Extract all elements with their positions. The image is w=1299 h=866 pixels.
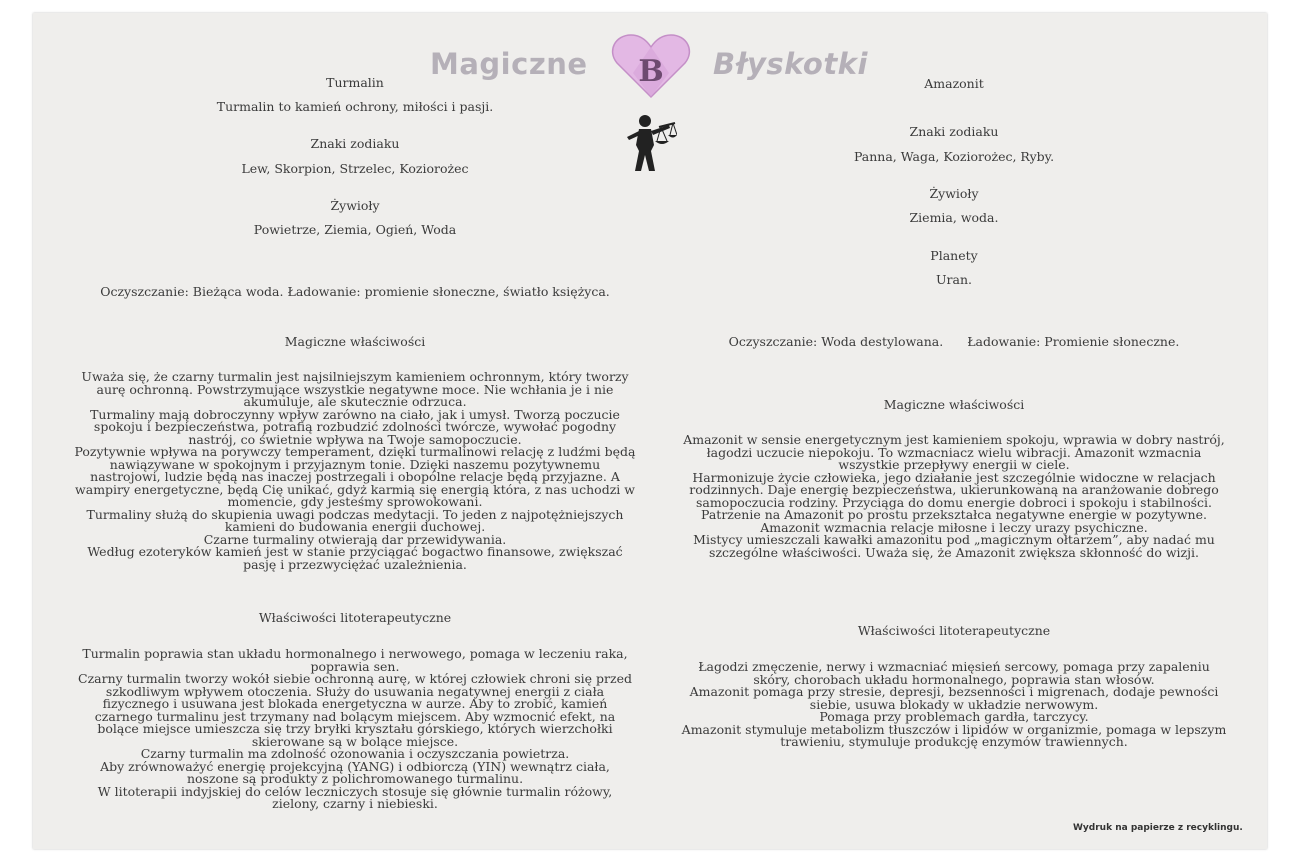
text-line: poprawia sen.	[310, 658, 400, 674]
text-line: łagodzi uczucie niepokoju. To wzmacniacz wielu wibracji. Amazonit wzmacnia	[706, 444, 1202, 460]
text-line: Amazonit stymuluje metabolizm tłuszczów i lipidów w organizmie, pomaga w lepszym	[681, 721, 1227, 737]
text-line: samopoczucia rodziny. Przyciąga do domu energie dobroci i spokoju i stabilności.	[695, 494, 1213, 510]
zodiac-title: Znaki zodiaku	[310, 136, 400, 151]
text-line: Turmaliny mają dobroczynny wpływ zarówno na ciało, jak i umysł. Tworzą poczucie	[90, 406, 620, 422]
text-line: rodzinnych. Daje energię bezpieczeństwa, ukierunkowaną na aranżowanie dobrego	[689, 482, 1219, 497]
text-line: fizycznego i usuwana jest blokada energetyczna w aurze. Aby to zrobić, kamień	[102, 696, 608, 711]
text-line: Mistycy umieszczali kawałki amazonitu pod „magicznym ołtarzem”, aby nadać mu	[693, 532, 1215, 547]
brand-name-left: Magiczne	[430, 47, 588, 81]
text-line: nastrój, co świetnie wpływa na Twoje samopoczucie.	[188, 431, 522, 447]
text-line: szczególne właściwości. Uważa się, że Amazonit zwiększa skłonność do wizji.	[709, 544, 1199, 560]
text-line: wampiry energetyczne, będą Cię unikać, gdyż karmią się energią która, z nas uchodzi w	[75, 481, 635, 497]
planets-title: Planety	[930, 248, 978, 263]
planets: Uran.	[936, 272, 972, 287]
charging-text: Ładowanie: Promienie słoneczne.	[967, 334, 1180, 349]
text-line: Patrzenie na Amazonit po prostu przekształca negatywne energie w pozytywne.	[701, 507, 1207, 522]
litho-title: Właściwości litoterapeutyczne	[258, 610, 452, 625]
magic-title: Magiczne właściwości	[284, 334, 426, 349]
text-line: nawiązywane w spokojnym i przyjaznym tonie. Dzięki naszemu pozytywnemu	[109, 456, 601, 472]
text-line: Amazonit pomaga przy stresie, depresji, bezsenności i migrenach, dodaje pewności	[689, 684, 1219, 699]
magic-properties	[53, 371, 657, 571]
brand-name-right: Błyskotki	[713, 47, 868, 81]
text-line: zielony, czarny i niebieski.	[272, 796, 438, 811]
stone-name: Turmalin	[326, 75, 384, 90]
cleaning-charging: Oczyszczanie: Bieżąca woda. Ładowanie: promienie słoneczne, światło księżyca.	[100, 284, 610, 299]
text-line: Czarny turmalin ma zdolność ozonowania i oczyszczania powietrza.	[140, 746, 570, 761]
text-line: Amazonit w sensie energetycznym jest kamieniem spokoju, wprawia w dobry nastrój,	[683, 432, 1225, 447]
text-line: szkodliwym wpływem otoczenia. Służy do usuwania negatywnej energii z ciała	[105, 683, 605, 699]
elements-title: Żywioły	[929, 186, 979, 201]
text-line: czarnego turmalinu jest trzymany nad bolącym miejscem. Aby wzmocnić efekt, na	[94, 708, 616, 724]
text-line: pasję i przezwyciężać uzależnienia.	[243, 556, 467, 572]
text-line: skóry, chorobach układu hormonalnego, poprawia stan włosów.	[753, 671, 1155, 687]
text-line: bolące miejsce umieszcza się trzy bryłki kryształu górskiego, których wierzchołki	[97, 721, 613, 736]
text-line: Harmonizuje życie człowieka, jego działanie jest szczególnie widoczne w relacjach	[692, 469, 1216, 485]
litho-title: Właściwości litoterapeutyczne	[857, 623, 1051, 638]
text-line: Turmalin poprawia stan układu hormonalnego i nerwowego, pomaga w leczeniu raka,	[82, 646, 628, 661]
magic-properties	[659, 434, 1249, 559]
text-line: Czarny turmalin tworzy wokół siebie ochronną aurę, w której człowiek chroni się przed	[78, 671, 632, 686]
text-line: spokoju i bezpieczeństwa, potrafią rozbudzić zdolności twórcze, wywołać pogodny	[93, 419, 617, 434]
text-line: Amazonit wzmacnia relacje miłosne i leczy urazy psychiczne.	[760, 519, 1148, 535]
text-line: Pomaga przy problemach gardła, tarczycy.	[819, 709, 1089, 724]
zodiac-title: Znaki zodiaku	[909, 124, 999, 139]
text-line: trawieniu, stymuluje produkcję enzymów trawiennych.	[780, 734, 1128, 749]
cleaning-charging	[659, 334, 1249, 349]
text-line: Według ezoteryków kamień jest w stanie przyciągać bogactwo finansowe, zwiększać	[87, 544, 623, 559]
text-line: skierowane są w bolące miejsce.	[251, 733, 459, 749]
cleaning-text: Oczyszczanie: Woda destylowana.	[728, 334, 944, 349]
text-line: Uważa się, że czarny turmalin jest najsilniejszym kamieniem ochronnym, który tworzy	[81, 369, 629, 384]
printed-sheet	[33, 13, 1267, 849]
recycled-paper-note: Wydruk na papierze z recyklingu.	[1073, 823, 1243, 833]
text-line: kamieni do budowania energii duchowej.	[224, 519, 486, 534]
text-line: siebie, usuwa blokady w układzie nerwowym.	[809, 696, 1099, 712]
elements: Powietrze, Ziemia, Ogień, Woda	[253, 222, 457, 237]
text-line: aurę ochronną. Powstrzymujące wszystkie negatywne moce. Nie wchłania je i nie	[96, 381, 614, 397]
text-line: nastrojowi, ludzie będą nas inaczej postrzegali i obopólne relacje będą przyjazne. A	[90, 469, 620, 484]
elements: Ziemia, woda.	[909, 210, 999, 225]
text-line: Czarne turmaliny otwierają dar przewidywania.	[203, 531, 507, 547]
text-line: Pozytywnie wpływa na porywczy temperament, dzięki turmalinowi relację z ludźmi będą	[74, 444, 636, 459]
magic-title: Magiczne właściwości	[883, 397, 1025, 412]
stone-name: Amazonit	[924, 76, 984, 91]
text-line: momencie, gdy jesteśmy sprowokowani.	[227, 494, 483, 509]
text-line: W litoterapii indyjskiej do celów leczniczych stosuje się głównie turmalin różowy,	[97, 783, 613, 799]
text-line: Turmaliny służą do skupienia uwagi podczas medytacji. To jeden z najpotężniejszych	[86, 506, 624, 522]
stone-description: Turmalin to kamień ochrony, miłości i pasji.	[216, 99, 494, 114]
text-line: wszystkie przepływy energii w ciele.	[838, 457, 1070, 472]
litho-properties	[659, 661, 1249, 749]
zodiac-signs: Lew, Skorpion, Strzelec, Koziorożec	[241, 161, 469, 176]
zodiac-signs: Panna, Waga, Koziorożec, Ryby.	[853, 149, 1055, 164]
text-line: Aby zrównoważyć energię projekcyjną (YANG) i odbiorczą (YIN) wewnątrz ciała,	[100, 758, 610, 774]
text-line: Łagodzi zmęczenie, nerwy i wzmacniać mięsień sercowy, pomaga przy zapaleniu	[698, 659, 1210, 674]
text-line: noszone są produkty z polichromowanego turmalinu.	[186, 771, 524, 786]
litho-properties	[53, 648, 657, 811]
elements-title: Żywioły	[330, 198, 380, 213]
text-line: akumuluje, ale skutecznie odrzuca.	[243, 394, 467, 409]
brand-letter: B	[638, 54, 664, 89]
